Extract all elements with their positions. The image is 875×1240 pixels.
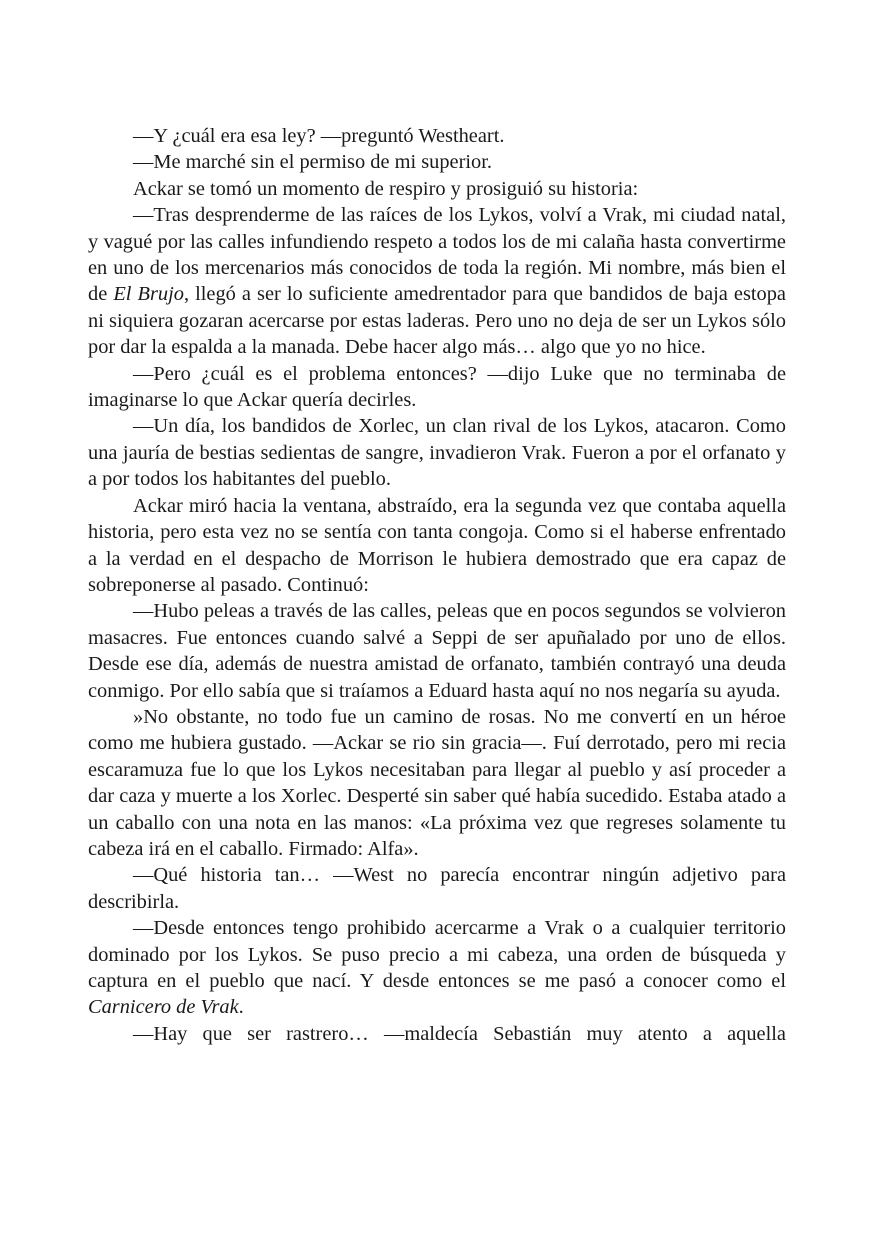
text-run: Ackar miró hacia la ventana, abstraído, era la segunda vez que contaba aquella historia, pero esta vez no se sentía con tanta congoja. Como si el haberse enfrentado a la verdad en el despacho de Morrison le hubiera demostrado que era capaz de sobreponerse al pasado. Continuó: [88,494,786,596]
paragraph [88,598,786,704]
body-text [88,123,786,1047]
paragraph [88,361,786,414]
paragraph [88,704,786,862]
text-run: —Hay que ser rastrero… —maldecía Sebastián muy atento a aquella [133,1022,786,1045]
text-run: Ackar se tomó un momento de respiro y prosiguió su historia: [133,177,639,200]
paragraph [88,862,786,915]
paragraph [88,123,786,149]
text-run: »No obstante, no todo fue un camino de rosas. No me convertí en un héroe como me hubiera gustado. —Ackar se rio sin gracia—. Fuí derrotado, pero mi recia escaramuza fue lo que los Lykos necesitaban para llegar al pueblo y así proceder a dar caza y muerte a los Xorlec. Desperté sin saber qué había sucedido. Estaba atado a un caballo con una nota en las manos: «La próxima vez que regreses solamente tu cabeza irá en el caballo. Firmado: Alfa». [88,705,786,860]
text-run: —Me marché sin el permiso de mi superior. [133,151,493,174]
text-run: —Desde entonces tengo prohibido acercarme a Vrak o a cualquier territorio dominado por los Lykos. Se puso precio a mi cabeza, una orden de búsqueda y captura en el pueblo que nací. Y desde entonces se me pasó a conocer como el [88,917,786,992]
italic-text: Carnicero de Vrak [88,996,239,1019]
paragraph [88,915,786,1021]
text-run: —Hubo peleas a través de las calles, peleas que en pocos segundos se volvieron masacres. Fue entonces cuando salvé a Seppi de ser apuñalado por uno de ellos. Desde ese día, además de nuestra amistad de orfanato, también contrayó una deuda conmigo. Por ello sabía que si traíamos a Eduard hasta aquí no nos negaría su ayuda. [88,600,786,702]
paragraph [88,493,786,599]
text-run: —Pero ¿cuál es el problema entonces? —dijo Luke que no terminaba de imaginarse lo que Ackar quería decirles. [88,362,786,412]
text-run: —Un día, los bandidos de Xorlec, un clan rival de los Lykos, atacaron. Como una jauría de bestias sedientas de sangre, invadieron Vrak. Fueron a por el orfanato y a por todos los habitantes del pueblo. [88,415,786,491]
text-run: —Qué historia tan… —West no parecía encontrar ningún adjetivo para describirla. [88,864,786,913]
text-run: —Tras desprenderme de las raíces de los Lykos, volví a Vrak, mi ciudad natal, y vagué por las calles infundiendo respeto a todos los de mi calaña hasta convertirme en uno de los mercenarios más conocidos de toda la región. Mi nombre, más bien el de [88,204,786,306]
italic-text: El Brujo [113,283,184,306]
text-run: , llegó a ser lo suficiente amedrentador para que bandidos de baja estopa ni siquiera gozaran acercarse por estas laderas. Pero uno no deja de ser un Lykos sólo por dar la espalda a la manada. Debe hacer algo más… algo que yo no hice. [88,283,786,359]
paragraph [88,1021,786,1047]
text-run: —Y ¿cuál era esa ley? —preguntó Westheart. [133,125,505,147]
text-run: . [238,996,244,1019]
paragraph [88,413,786,492]
paragraph [88,149,786,175]
paragraph [88,202,786,360]
paragraph [88,176,786,202]
